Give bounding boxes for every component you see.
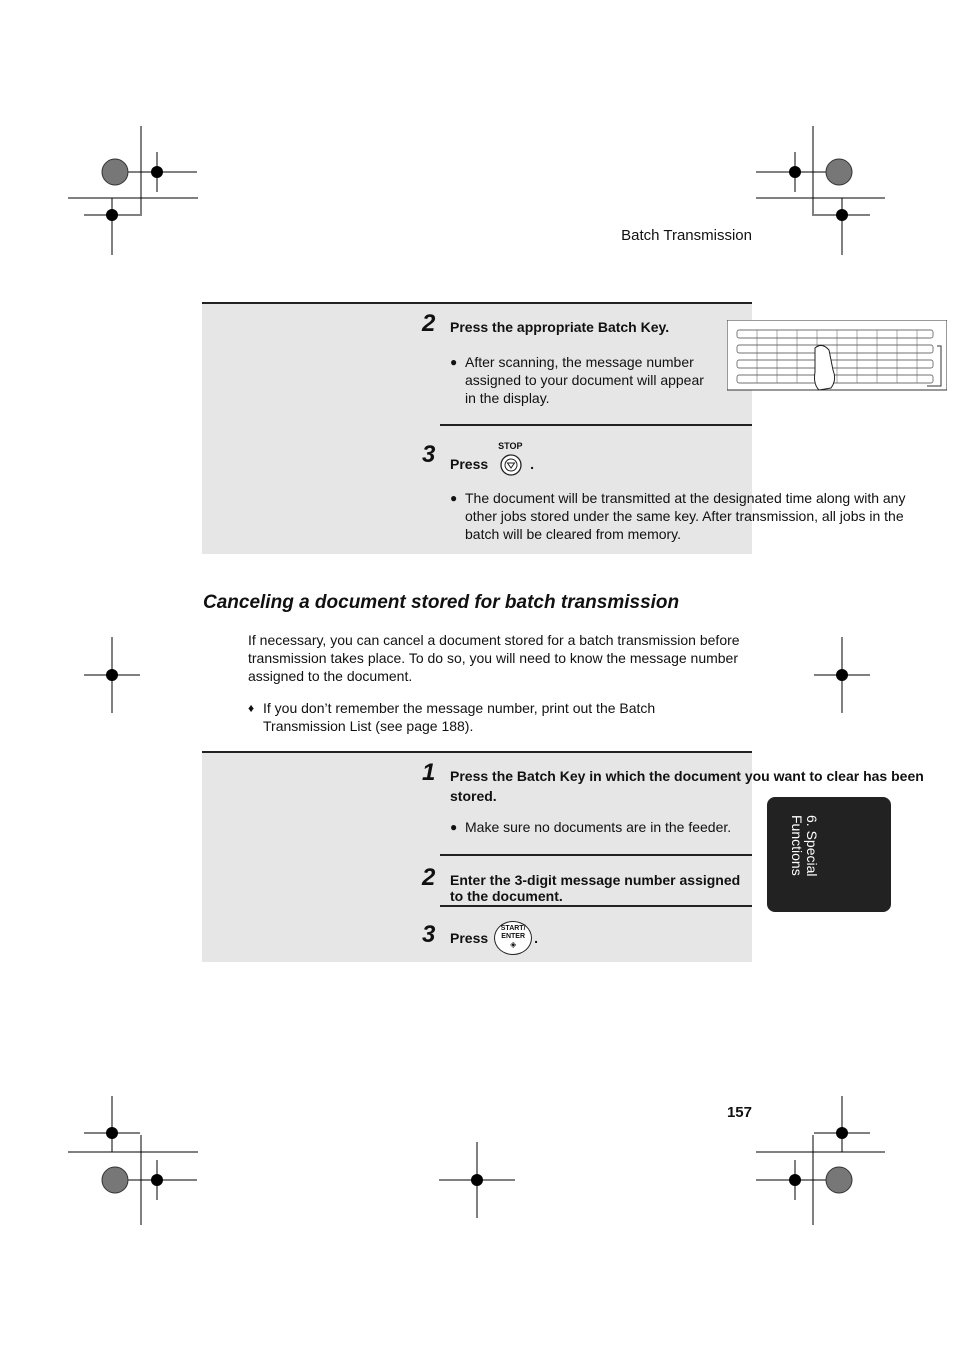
step-3 — [422, 424, 906, 556]
step-title: Press the appropriate Batch Key. — [450, 319, 670, 335]
bullet-icon: ● — [450, 355, 458, 369]
diamond-bullet-icon: ♦ — [248, 701, 255, 715]
step-number: 3 — [422, 441, 436, 468]
stop-key — [496, 443, 526, 477]
start-enter-key — [494, 921, 532, 955]
step-3 — [422, 905, 752, 964]
step-number: 3 — [422, 921, 436, 948]
step-number: 1 — [422, 759, 436, 786]
chapter-tab-line1: 6. Special — [804, 815, 820, 877]
step-2 — [422, 854, 752, 906]
steps-box-1 — [202, 302, 906, 554]
press-label: Press — [450, 456, 489, 472]
section-intro: If necessary, you can cancel a document stored for a batch transmission before transmission takes place. To do so, you will need to know the message number assigned to the document. — [248, 632, 740, 684]
step-2 — [422, 302, 752, 422]
bullet-item — [450, 353, 715, 407]
bullet-icon: ● — [450, 820, 458, 834]
chapter-tab-line2: Functions — [789, 815, 805, 876]
bullet-text: The document will be transmitted at the designated time along with any other jobs stored under the same key. After transmission, all jobs in the batch will be cleared from memory. — [465, 490, 906, 542]
bullet-text: Make sure no documents are in the feeder. — [465, 819, 732, 835]
step-title: Press the Batch Key in which the document you want to clear has been stored. — [450, 768, 924, 804]
tip-text: If you don’t remember the message number, print out the Batch Transmission List (see page 188). — [263, 700, 656, 734]
start-key-label: START/ — [500, 925, 526, 932]
period: . — [534, 930, 539, 946]
period: . — [530, 456, 535, 472]
press-label: Press — [450, 930, 489, 946]
step-title: Enter the 3-digit message number assigned to the document. — [450, 872, 741, 904]
chapter-tab — [767, 797, 891, 912]
step-number: 2 — [422, 864, 436, 891]
page-number: 157 — [726, 1104, 752, 1121]
stop-icon — [499, 453, 523, 477]
bullet-icon: ● — [450, 491, 458, 505]
bullet-text: After scanning, the message number assigned to your document will appear in the display. — [465, 354, 704, 406]
enter-key-label: ENTER — [501, 933, 526, 940]
step-number: 2 — [422, 310, 436, 337]
tip-item — [248, 699, 688, 735]
section-heading: Canceling a document stored for batch transmission — [203, 592, 680, 613]
running-header: Batch Transmission — [621, 227, 752, 244]
batch-keypad-illustration — [727, 320, 947, 394]
start-icon: ◈ — [510, 940, 517, 949]
bullet-item — [450, 489, 920, 543]
stop-key-label: STOP — [498, 441, 523, 451]
